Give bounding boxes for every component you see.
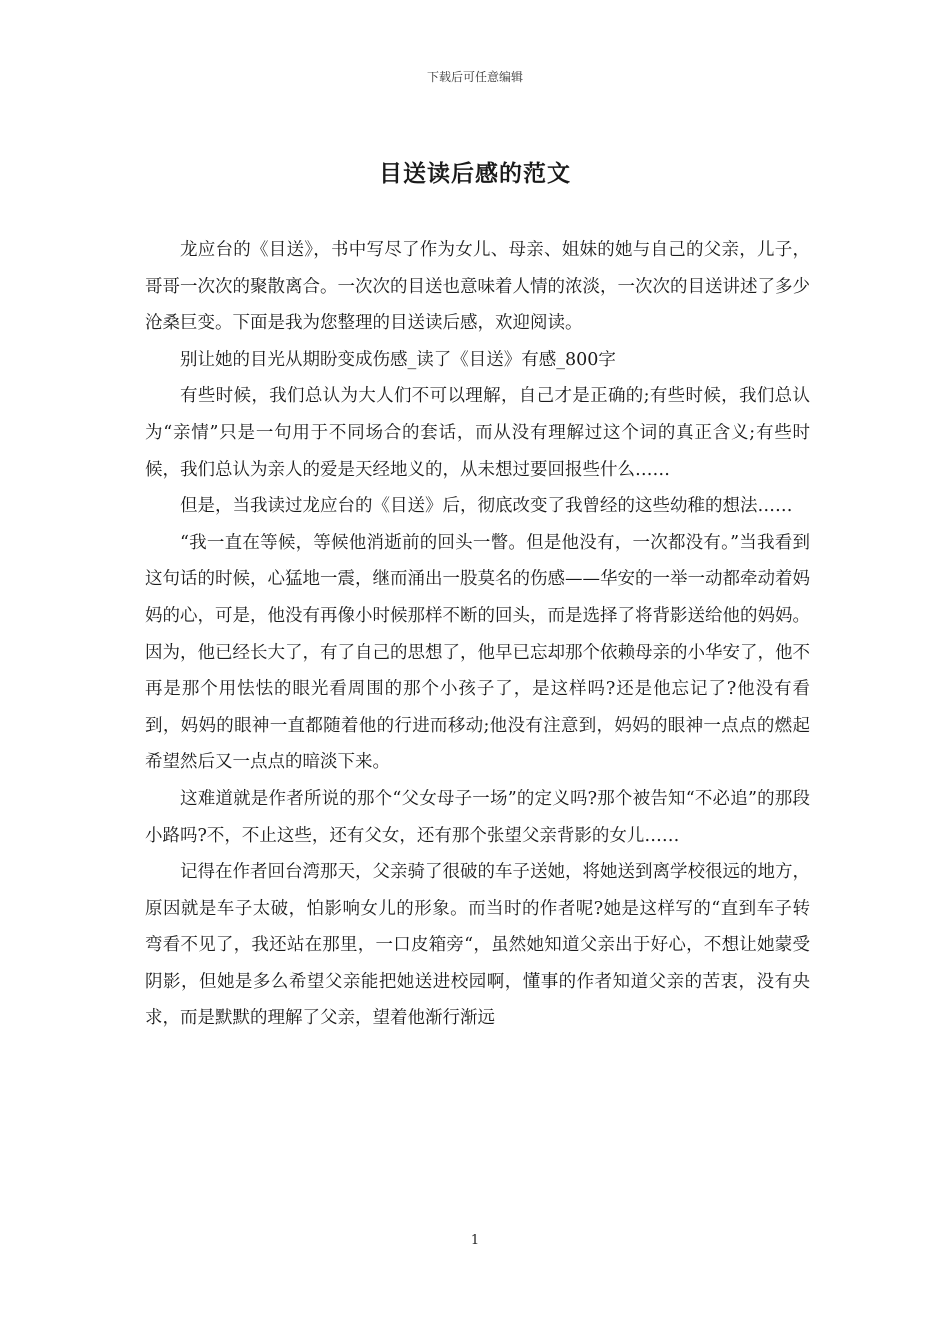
- header-note: 下载后可任意编辑: [426, 70, 523, 84]
- paragraph-intro: 龙应台的《目送》，书中写尽了作为女儿、母亲、姐妹的她与自己的父亲，儿子，哥哥一次次的聚散离合。一次次的目送也意味着人情的浓淡，一次次的目送讲述了多少沧桑巨变。下面是我为您整理的目送读后感，欢迎阅读。: [145, 240, 810, 334]
- paragraph-subtitle: 别让她的目光从期盼变成伤感_读了《目送》有感_800字: [180, 349, 616, 370]
- paragraph-body: 这难道就是作者所说的那个“父女母子一场”的定义吗?那个被告知“不必追”的那段小路吗?不，不止这些，还有父女，还有那个张望父亲背影的女儿……: [145, 788, 810, 846]
- document-title: 目送读后感的范文: [379, 161, 571, 187]
- paragraph-body: 但是，当我读过龙应台的《目送》后，彻底改变了我曾经的这些幼稚的想法……: [180, 496, 793, 517]
- page-number: 1: [470, 1233, 480, 1248]
- paragraph-body: 记得在作者回台湾那天，父亲骑了很破的车子送她，将她送到离学校很远的地方，原因就是车子太破，怕影响女儿的形象。而当时的作者呢?她是这样写的“直到车子转弯看不见了，我还站在那里，一口皮箱旁“，虽然她知道父亲出于好心，不想让她蒙受阴影，但她是多么希望父亲能把她送进校园啊，懂事的作者知道父亲的苦衷，没有央求，而是默默的理解了父亲，望着他渐行渐远: [145, 862, 810, 1029]
- paragraph-body: “我一直在等候，等候他消逝前的回头一瞥。但是他没有，一次都没有。”当我看到这句话的时候，心猛地一震，继而涌出一股莫名的伤感——华安的一举一动都牵动着妈妈的心，可是，他没有再像小时候那样不断的回头，而是选择了将背影送给他的妈妈。因为，他已经长大了，有了自己的思想了，他早已忘却那个依赖母亲的小华安了，他不再是那个用怯怯的眼光看周围的那个小孩子了，是这样吗?还是他忘记了?他没有看到，妈妈的眼神一直都随着他的行进而移动;他没有注意到，妈妈的眼神一点点的燃起希望然后又一点点的暗淡下来。: [145, 532, 810, 773]
- paragraph-body: 有些时候，我们总认为大人们不可以理解，自己才是正确的;有些时候，我们总认为“亲情”只是一句用于不同场合的套话，而从没有理解过这个词的真正含义;有些时候，我们总认为亲人的爱是天经地义的，从未想过要回报些什么……: [145, 386, 810, 480]
- document-body: [145, 232, 810, 1037]
